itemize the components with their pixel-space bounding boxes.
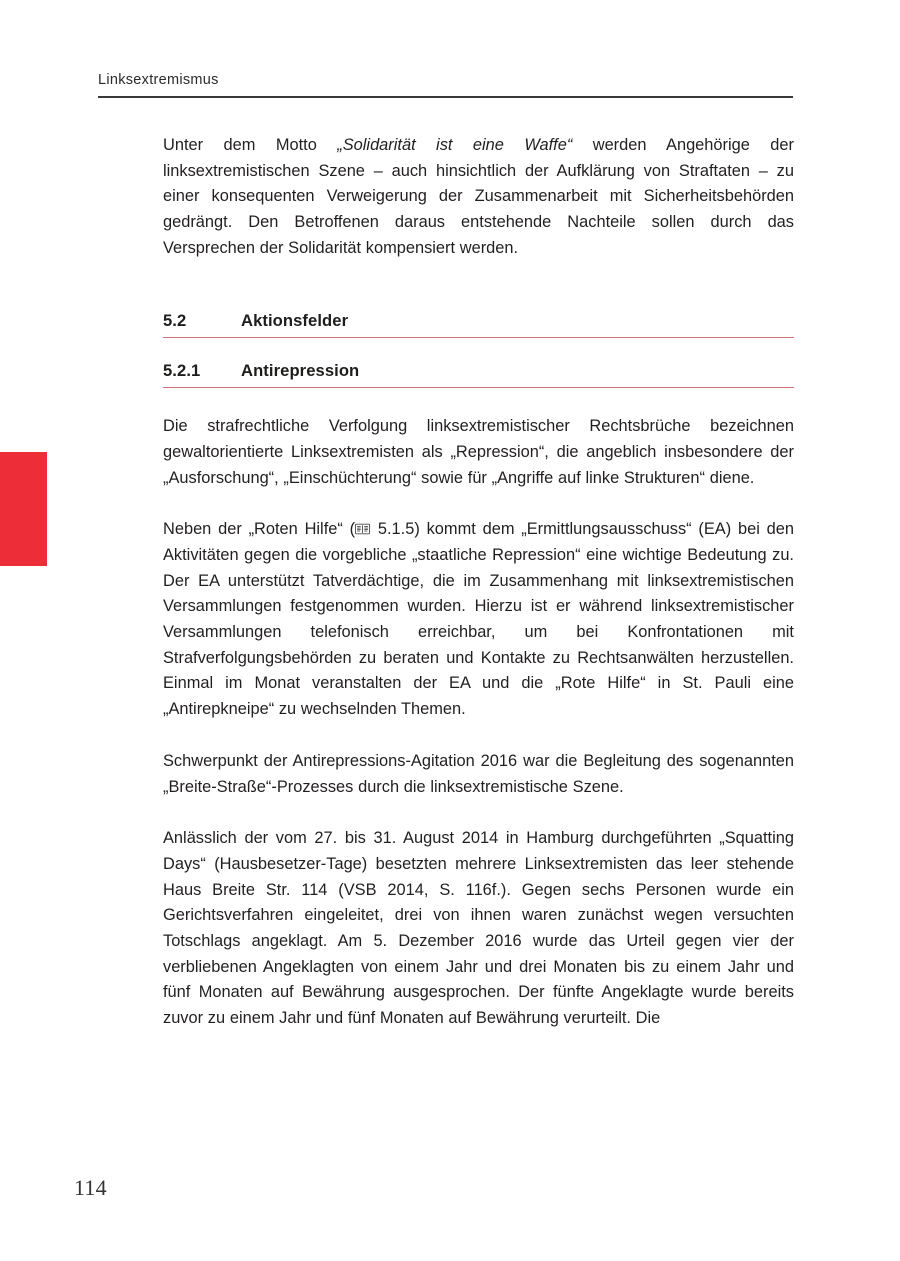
paragraph-motto-quote: „Solidarität ist eine Waffe“ <box>337 136 573 154</box>
book-icon <box>355 523 370 535</box>
heading-5-2-1-rule <box>163 387 794 388</box>
heading-5-2-1 <box>163 360 794 388</box>
running-header-title: Linksextremismus <box>98 72 219 88</box>
paragraph-agitation-2016: Schwerpunkt der Antirepressions-Agitation 2016 war die Begleitung des sogenannten „Breite-Straße“-Prozesses durch die linksextremistische Szene. <box>163 751 794 796</box>
paragraph-ermittlungsausschuss <box>163 517 794 723</box>
paragraph-ea-ref-number: 5.1.5 <box>371 520 415 539</box>
chapter-thumb-index <box>0 452 47 566</box>
text-column <box>163 133 794 1056</box>
heading-5-2-title: Aktionsfelder <box>241 310 349 330</box>
paragraph-ea-after-ref: ) kommt dem „Ermittlungsausschuss“ (EA) bei den Aktivitäten gegen die vorgebliche „staatliche Repression“ eine wichtige Bedeutung zu. Der EA unterstützt Tatverdächtige, die im Zusammenhang mit linksextremistischen Versammlungen festgenommen wurden. Hierzu ist er während linksextremistischer Versammlungen telefonisch erreichbar, um bei Konfrontationen mit Strafverfolgungsbehörden zu beraten und Kontakte zu Rechtsanwälten herzustellen. Einmal im Monat veranstalten der EA und die „Rote Hilfe“ in St. Pauli eine „Antirepkneipe“ zu wechselnden Themen. <box>163 520 795 719</box>
running-header <box>98 72 793 98</box>
paragraph-motto-rest: werden Angehörige der linksextremistischen Szene – auch hinsichtlich der Aufklärung von Straftaten – zu einer konsequenten Verweigerung der Zusammenarbeit mit Sicherheitsbehörden gedrängt. Den Betroffenen daraus entstehende Nachteile sollen durch das Versprechen der Solidarität kompensiert werden. <box>163 136 794 257</box>
running-header-rule <box>98 96 793 97</box>
heading-5-2-row <box>163 310 794 337</box>
paragraph-ea-before-ref: Neben der „Roten Hilfe“ ( <box>163 520 356 539</box>
heading-5-2-1-number: 5.2.1 <box>163 360 201 380</box>
page-number: 114 <box>74 1175 107 1200</box>
heading-5-2 <box>163 288 794 338</box>
paragraph-motto <box>163 133 794 262</box>
paragraph-motto-lead: Unter dem Motto <box>163 136 338 154</box>
heading-5-2-rule <box>163 337 794 338</box>
heading-5-2-number: 5.2 <box>163 310 187 330</box>
heading-5-2-1-title: Antirepression <box>241 360 360 380</box>
paragraph-repression-definition: Die strafrechtliche Verfolgung linksextremistischer Rechtsbrüche bezeichnen gewaltorientierte Linksextremisten als „Repression“, die angeblich insbesondere der „Ausforschung“, „Einschüchterung“ sowie für „Angriffe auf linke Strukturen“ diene. <box>163 417 794 487</box>
heading-5-2-1-row <box>163 360 794 387</box>
paragraph-squatting-days: Anlässlich der vom 27. bis 31. August 2014 in Hamburg durchgeführten „Squatting Days“ (Hausbesetzer-Tage) besetzten mehrere Linksextremisten das leer stehende Haus Breite Str. 114 (VSB 2014, S. 116f.). Gegen sechs Personen wurde ein Gerichtsverfahren eingeleitet, drei von ihnen waren zunächst wegen versuchten Totschlags angeklagt. Am 5. Dezember 2016 wurde das Urteil gegen vier der verbliebenen Angeklagten von einem Jahr und drei Monaten bis zu einem Jahr und fünf Monaten auf Bewährung ausgesprochen. Der fünfte Angeklagte wurde bereits zuvor zu einem Jahr und fünf Monaten auf Bewährung verurteilt. Die <box>163 829 794 1028</box>
